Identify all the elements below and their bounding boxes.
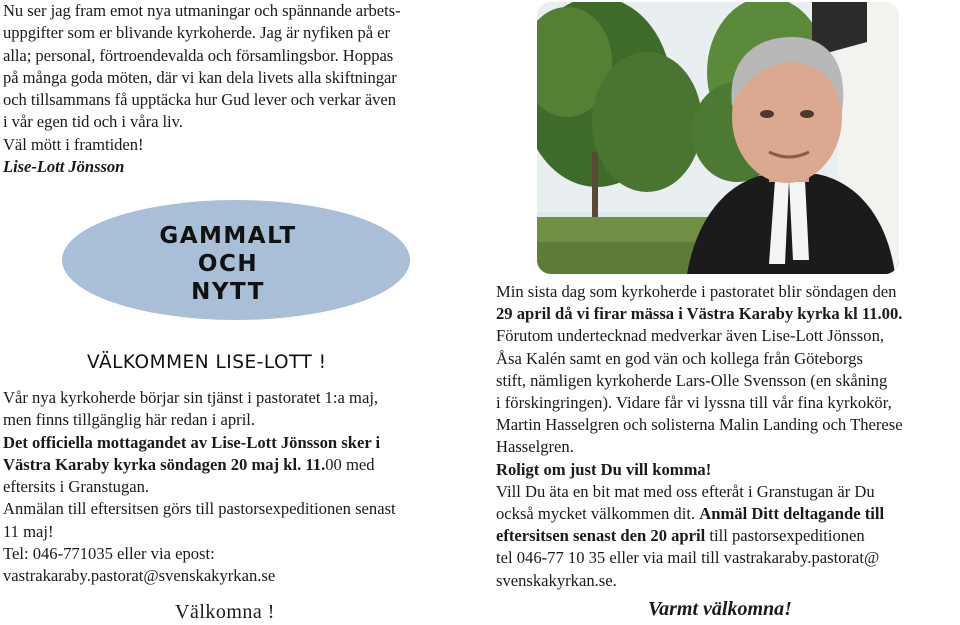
intro-line: och tillsammans få upptäcka hur Gud lever och verkar även	[3, 90, 396, 110]
body-line: Min sista dag som kyrkoherde i pastoratet blir söndagen den	[496, 282, 897, 301]
bold-text: Anmäl Ditt deltagande till	[699, 504, 885, 524]
heading-line: OCH	[197, 251, 259, 277]
heading-line: GAMMALT	[159, 223, 297, 249]
body-text: till pastorsexpeditionen	[705, 526, 865, 546]
signature: Lise-Lott Jönsson	[3, 157, 125, 177]
body-line: Roligt om just Du vill komma!	[496, 459, 712, 479]
intro-line: uppgifter som er blivande kyrkoherde. Jag är nyfiken på er	[3, 23, 390, 43]
body-line: men finns tillgänglig här redan i april.	[3, 410, 256, 430]
body-line: eftersits i Granstugan.	[3, 477, 150, 497]
body-line: Tel: 046-771035 eller via epost:	[3, 544, 215, 564]
body-text: 00 med	[325, 454, 375, 474]
body-line: svenskakyrkan.se.	[496, 570, 617, 590]
body-line: Vår nya kyrkoherde börjar sin tjänst i pastoratet 1:a maj,	[3, 388, 379, 407]
body-line: stift, nämligen kyrkoherde Lars-Olle Svensson (en skåning	[496, 370, 888, 390]
body-line	[3, 454, 473, 476]
body-line: Det officiella mottagandet av Lise-Lott Jönsson sker i	[3, 432, 381, 452]
intro-line: Nu ser jag fram emot nya utmaningar och spännande arbets-	[3, 1, 401, 20]
body-line: Åsa Kalén samt en god vän och kollega från Göteborgs	[496, 348, 863, 368]
body-line: 11 maj!	[3, 521, 54, 541]
intro-line: i vår egen tid och i våra liv.	[3, 112, 183, 132]
closing-left: Välkomna !	[175, 601, 275, 623]
intro-line: alla; personal, förtroendevalda och församlingsbor. Hoppas	[3, 45, 394, 65]
portrait-photo	[537, 2, 899, 274]
bold-text: eftersitsen senast den 20 april	[496, 526, 706, 546]
section-heading	[148, 222, 308, 306]
closing-right: Varmt välkomna!	[648, 598, 792, 620]
bold-text: Västra Karaby kyrka söndagen 20 maj kl. 11.	[3, 454, 326, 474]
body-line: Anmälan till eftersitsen görs till pastorsexpeditionen senast	[3, 499, 396, 519]
body-line	[496, 525, 960, 547]
email-address: vastrakaraby.pastorat@svenskakyrkan.se	[3, 566, 276, 586]
body-line: i förskingringen). Vidare får vi lyssna till vår fina kyrkokör,	[496, 393, 892, 413]
intro-line: på många goda möten, där vi kan dela livets alla skiftningar	[3, 67, 397, 87]
welcome-heading: VÄLKOMMEN LISE-LOTT !	[87, 352, 327, 373]
heading-ellipse	[62, 200, 412, 322]
body-line: tel 046-77 10 35 eller via mail till vastrakaraby.pastorat@	[496, 548, 880, 568]
body-line: Förutom undertecknad medverkar även Lise-Lott Jönsson,	[496, 326, 885, 346]
body-line: Vill Du äta en bit mat med oss efteråt i Granstugan är Du	[496, 481, 875, 501]
body-line: Martin Hasselgren och solisterna Malin Landing och Therese	[496, 415, 903, 435]
body-line: Hasselgren.	[496, 437, 574, 457]
body-text: också mycket välkommen dit.	[496, 504, 700, 524]
intro-line: Väl mött i framtiden!	[3, 134, 144, 154]
left-body	[3, 387, 473, 588]
heading-line: NYTT	[191, 279, 265, 305]
body-line	[496, 503, 960, 525]
body-line: 29 april då vi firar mässa i Västra Karaby kyrka kl 11.00.	[496, 304, 903, 324]
intro-text	[3, 0, 473, 178]
right-body	[496, 281, 960, 592]
